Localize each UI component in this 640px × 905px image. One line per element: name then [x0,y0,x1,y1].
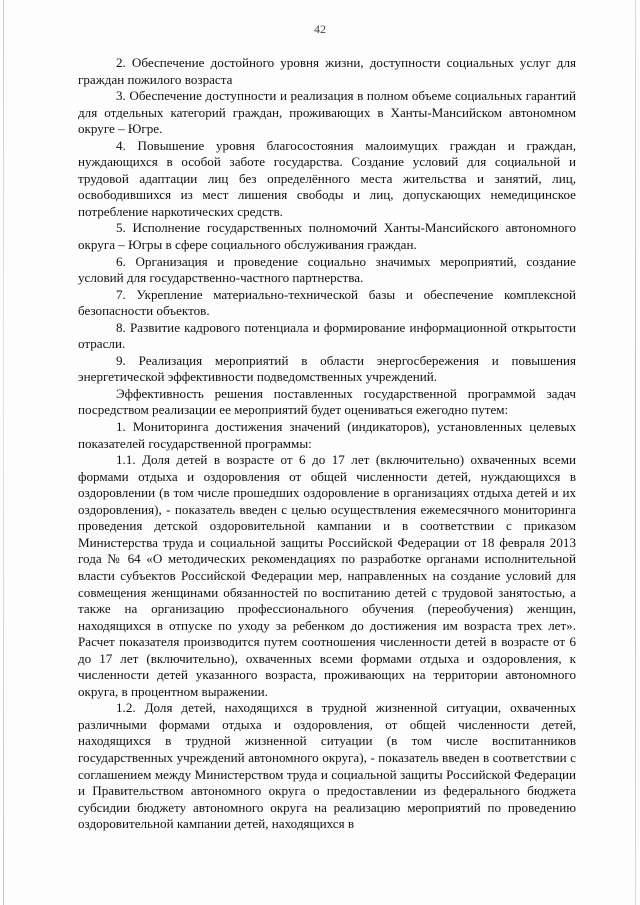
document-body [78,55,576,833]
paragraph-task-9: 9. Реализация мероприятий в области энергосбережения и повышения энергетической эффективности подведомственных учреждений. [78,352,576,385]
paragraph-task-3: 3. Обеспечение доступности и реализация в полном объеме социальных гарантий для отдельных категорий граждан, проживающих в Ханты-Мансийском автономном округе – Югре. [78,88,576,137]
scan-edge-right [635,0,636,905]
paragraph-monitoring-1: 1. Мониторинга достижения значений (индикаторов), установленных целевых показателей государственной программы: [78,419,576,451]
scan-edge-left [3,0,4,905]
paragraph-task-5: 5. Исполнение государственных полномочий Ханты-Мансийского автономного округа – Югры в сфере социального обслуживания граждан. [78,220,576,253]
paragraph-task-7: 7. Укрепление материально-технической базы и обеспечение комплексной безопасности объектов. [78,286,576,319]
paragraph-indicator-1-2: 1.2. Доля детей, находящихся в трудной жизненной ситуации, охваченных различными формами отдыха и оздоровления, от общей численности детей, находящихся в трудной жизненной ситуации (в том числе воспитанников государственных учреждений автономного округа), - показатель введен в соответствии с соглашением между Министерством труда и социальной защиты Российской Федерации и Правительством автономного округа о предоставлении из федерального бюджета субсидии бюджету автономного округа на реализацию мероприятий по проведению оздоровительной кампании детей, находящихся в [78,700,576,832]
paragraph-task-2: 2. Обеспечение достойного уровня жизни, доступности социальных услуг для граждан пожилого возраста [78,55,576,87]
paragraph-task-4: 4. Повышение уровня благосостояния малоимущих граждан и граждан, нуждающихся в особой заботе государства. Создание условий для социальной и трудовой адаптации лиц без определённого места жительства и занятий, лиц, освободившихся из мест лишения свободы и лиц, допускающих немедицинское потребление наркотических средств. [78,137,576,219]
paragraph-task-8: 8. Развитие кадрового потенциала и формирование информационной открытости отрасли. [78,319,576,352]
paragraph-task-6: 6. Организация и проведение социально значимых мероприятий, создание условий для государственно-частного партнерства. [78,253,576,286]
paragraph-efficiency-intro: Эффективность решения поставленных государственной программой задач посредством реализации ее мероприятий будет оцениваться ежегодно путем: [78,385,576,418]
page-number: 42 [314,22,326,36]
paragraph-indicator-1-1: 1.1. Доля детей в возрасте от 6 до 17 лет (включительно) охваченных всеми формами отдыха и оздоровления от общей численности детей, нуждающихся в оздоровлении (в том числе прошедших оздоровление в организациях отдыха детей и их оздоровления), - показатель введен с целью осуществления ежемесячного мониторинга проведения детской оздоровительной кампании и в соответствии с приказом Министерства труда и социальной защиты Российской Федерации от 18 февраля 2013 года № 64 «О методических рекомендациях по разработке органами исполнительной власти субъектов Российской Федерации мер, направленных на создание условий для совмещения женщинами обязанностей по воспитанию детей с трудовой занятостью, а также на организацию профессионального обучения (переобучения) женщин, находящихся в отпуске по уходу за ребенком до достижения им возраста трех лет». Расчет показателя производится путем соотношения численности детей в возрасте от 6 до 17 лет (включительно), охваченных всеми формами отдыха и оздоровления, к численности детей указанного возраста, проживающих на территории автономного округа, в процентном выражении. [78,452,576,699]
